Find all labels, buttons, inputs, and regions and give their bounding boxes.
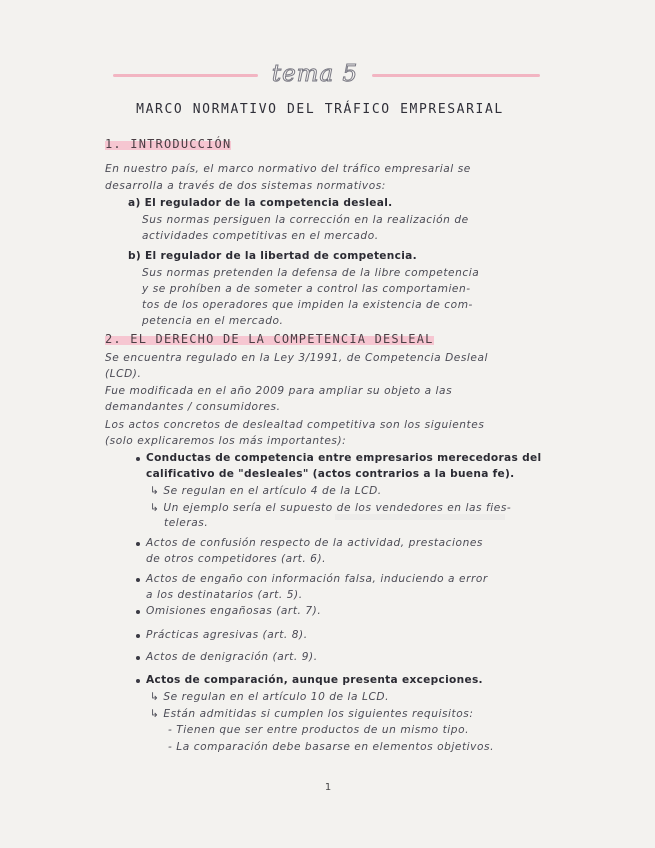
text-line: ↳ Un ejemplo sería el supuesto de los vendedores en las fies- — [150, 502, 512, 514]
section-heading-competencia-desleal — [103, 332, 440, 346]
text-line: Actos de confusión respecto de la actividad, prestaciones — [146, 537, 483, 549]
text-line: tos de los operadores que impiden la existencia de com- — [142, 299, 473, 311]
text-line: En nuestro país, el marco normativo del tráfico empresarial se — [105, 163, 471, 175]
text-line: petencia en el mercado. — [142, 315, 284, 327]
bullet-point — [136, 542, 140, 546]
text-line: (LCD). — [105, 368, 142, 380]
bullet-point — [136, 679, 140, 683]
text-line: demandantes / consumidores. — [105, 401, 281, 413]
list-item-title: Actos de comparación, aunque presenta excepciones. — [146, 674, 483, 686]
text-line: a los destinatarios (art. 5). — [146, 589, 303, 601]
page-number: 1 — [324, 782, 332, 793]
text-line: Sus normas persiguen la corrección en la realización de — [142, 214, 469, 226]
text-line: ↳ Se regulan en el artículo 4 de la LCD. — [150, 485, 382, 497]
title-decoration-line-right — [372, 74, 540, 77]
text-line: Se encuentra regulado en la Ley 3/1991, de Competencia Desleal — [105, 352, 489, 364]
section-heading-text: 2. EL DERECHO DE LA COMPETENCIA DESLEAL — [105, 332, 434, 346]
tema-lettering: tema 5 — [271, 61, 359, 87]
text-line: - Tienen que ser entre productos de un mismo tipo. — [168, 724, 470, 736]
text-line: Fue modificada en el año 2009 para ampliar su objeto a las — [105, 385, 453, 397]
text-line: Omisiones engañosas (art. 7). — [146, 605, 322, 617]
text-line: ↳ Se regulan en el artículo 10 de la LCD. — [150, 691, 390, 703]
list-item-title: Conductas de competencia entre empresarios merecedoras del — [146, 452, 542, 464]
page-title: MARCO NORMATIVO DEL TRÁFICO EMPRESARIAL — [136, 102, 504, 117]
text-line: (solo explicaremos los más importantes): — [105, 435, 347, 447]
text-line: Actos de engaño con información falsa, induciendo a error — [146, 573, 488, 585]
bullet-point — [136, 457, 140, 461]
bullet-point — [136, 634, 140, 638]
text-line: de otros competidores (art. 6). — [146, 553, 327, 565]
section-heading-introduccion — [103, 137, 237, 151]
section-heading-text: 1. INTRODUCCIÓN — [105, 137, 232, 151]
text-line: Prácticas agresivas (art. 8). — [146, 629, 308, 641]
bullet-point — [136, 578, 140, 582]
bullet-point — [136, 610, 140, 614]
text-line: Los actos concretos de deslealtad competitiva son los siguientes — [105, 419, 485, 431]
list-item-title: b) El regulador de la libertad de competencia. — [128, 250, 417, 262]
list-item-title: calificativo de "desleales" (actos contrarios a la buena fe). — [146, 468, 515, 480]
bullet-point — [136, 656, 140, 660]
title-decoration-line-left — [113, 74, 258, 77]
text-line: - La comparación debe basarse en elementos objetivos. — [168, 741, 495, 753]
text-line: Actos de denigración (art. 9). — [146, 651, 318, 663]
text-line: y se prohíben a de someter a control las comportamien- — [142, 283, 471, 295]
text-line: teleras. — [164, 517, 209, 529]
text-line: Sus normas pretenden la defensa de la libre competencia — [142, 267, 480, 279]
text-line: desarrolla a través de dos sistemas normativos: — [105, 180, 386, 192]
faint-bleed-through — [335, 514, 505, 520]
list-item-title: a) El regulador de la competencia desleal. — [128, 197, 393, 209]
text-line: actividades competitivas en el mercado. — [142, 230, 379, 242]
text-line: ↳ Están admitidas si cumplen los siguientes requisitos: — [150, 708, 474, 720]
